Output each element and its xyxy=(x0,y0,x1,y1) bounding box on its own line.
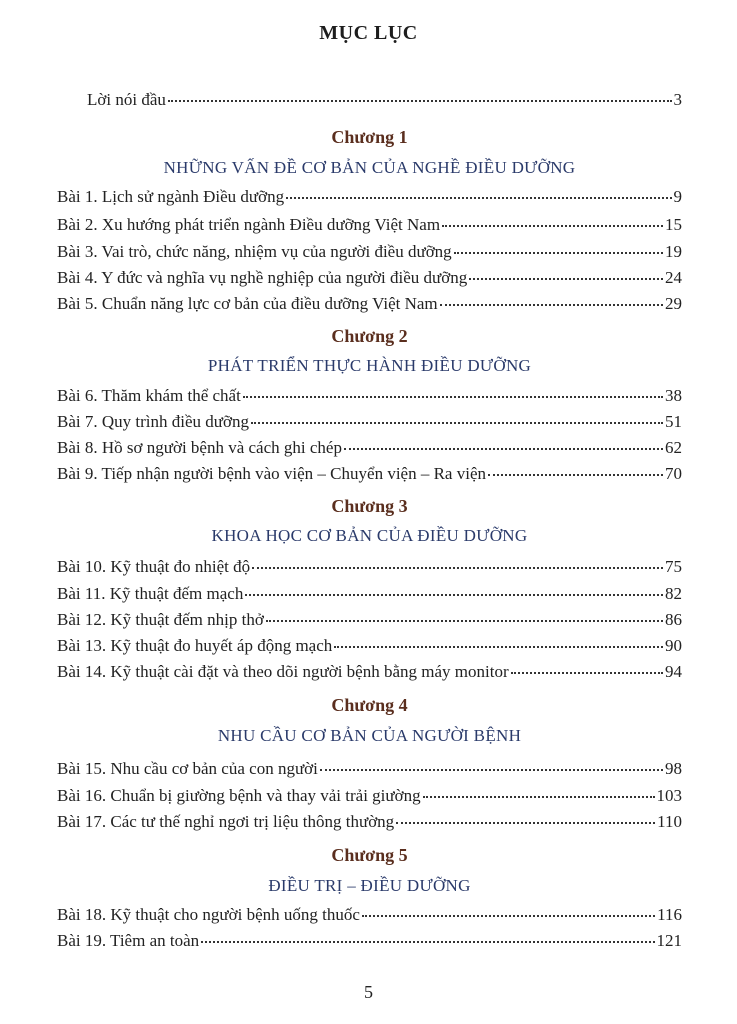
dot-leader xyxy=(454,251,663,254)
entry-page: 3 xyxy=(673,90,682,109)
entry-page: 24 xyxy=(665,268,682,287)
entry-page: 51 xyxy=(665,412,682,431)
entry-page: 110 xyxy=(657,812,682,831)
toc-entry[interactable] xyxy=(57,462,682,486)
entry-page: 75 xyxy=(665,557,682,576)
toc-entry[interactable] xyxy=(57,608,682,632)
entry-label: Bài 12. Kỹ thuật đếm nhịp thở xyxy=(57,610,264,629)
dot-leader xyxy=(266,619,663,622)
dot-leader xyxy=(423,795,655,798)
dot-leader xyxy=(286,196,671,199)
entry-label: Bài 10. Kỹ thuật đo nhiệt độ xyxy=(57,557,251,576)
dot-leader xyxy=(251,421,663,424)
dot-leader xyxy=(243,395,663,398)
dot-leader xyxy=(362,914,655,917)
dot-leader xyxy=(440,303,663,306)
toc-entry[interactable] xyxy=(57,410,682,434)
toc-entry[interactable] xyxy=(57,555,682,579)
chapter-number: Chương 3 xyxy=(331,496,408,516)
entry-page: 103 xyxy=(656,786,682,805)
toc-entry[interactable] xyxy=(57,634,682,658)
entry-page: 90 xyxy=(665,636,682,655)
entry-page: 121 xyxy=(656,931,682,950)
chapter-title: PHÁT TRIỂN THỰC HÀNH ĐIỀU DƯỠNG xyxy=(207,356,532,375)
page-number: 5 xyxy=(364,982,373,1002)
chapter-title: KHOA HỌC CƠ BẢN CỦA ĐIỀU DƯỠNG xyxy=(211,526,528,545)
entry-page: 38 xyxy=(665,386,682,405)
dot-leader xyxy=(344,447,663,450)
chapter-title: NHỮNG VẤN ĐỀ CƠ BẢN CỦA NGHỀ ĐIỀU DƯỠNG xyxy=(163,158,576,177)
dot-leader xyxy=(252,566,663,569)
toc-entry[interactable] xyxy=(57,660,682,684)
entry-label: Bài 17. Các tư thế nghỉ ngơi trị liệu thông thường xyxy=(57,812,395,831)
entry-page: 98 xyxy=(665,759,682,778)
page-title: MỤC LỤC xyxy=(319,22,418,44)
dot-leader xyxy=(201,940,654,943)
entry-label: Bài 7. Quy trình điều dưỡng xyxy=(57,412,249,431)
toc-entry[interactable] xyxy=(57,384,682,408)
entry-label: Bài 3. Vai trò, chức năng, nhiệm vụ của người điều dưỡng xyxy=(57,242,452,261)
entry-label: Bài 18. Kỹ thuật cho người bệnh uống thuốc xyxy=(57,905,360,924)
dot-leader xyxy=(488,473,663,476)
dot-leader xyxy=(442,224,663,227)
entry-page: 116 xyxy=(657,905,682,924)
entry-label: Bài 6. Thăm khám thể chất xyxy=(57,386,241,405)
toc-entry[interactable] xyxy=(57,436,682,460)
chapter-title: NHU CẦU CƠ BẢN CỦA NGƯỜI BỆNH xyxy=(217,726,522,745)
dot-leader xyxy=(245,593,663,596)
chapter-title: ĐIỀU TRỊ – ĐIỀU DƯỠNG xyxy=(268,876,471,895)
entry-page: 62 xyxy=(665,438,682,457)
toc-entry[interactable] xyxy=(57,784,682,808)
entry-label: Bài 8. Hồ sơ người bệnh và cách ghi chép xyxy=(57,438,342,457)
chapter-number: Chương 2 xyxy=(331,326,408,346)
dot-leader xyxy=(334,645,663,648)
entry-page: 29 xyxy=(665,294,682,313)
chapter-number: Chương 5 xyxy=(331,845,408,865)
toc-entry[interactable] xyxy=(57,582,682,606)
entry-label: Bài 2. Xu hướng phát triển ngành Điều dưỡng Việt Nam xyxy=(57,215,441,234)
toc-entry[interactable] xyxy=(57,240,682,264)
dot-leader xyxy=(469,277,663,280)
entry-label: Bài 9. Tiếp nhận người bệnh vào viện – Chuyển viện – Ra viện xyxy=(57,464,486,483)
toc-entry[interactable] xyxy=(57,266,682,290)
toc-entry[interactable] xyxy=(57,213,682,237)
dot-leader xyxy=(168,99,672,102)
entry-label: Bài 16. Chuẩn bị giường bệnh và thay vải trải giường xyxy=(57,786,421,805)
toc-entry-preface[interactable] xyxy=(87,88,682,112)
dot-leader xyxy=(511,671,663,674)
toc-entry[interactable] xyxy=(57,292,682,316)
dot-leader xyxy=(396,821,655,824)
entry-page: 86 xyxy=(665,610,682,629)
entry-page: 82 xyxy=(665,584,682,603)
toc-entry[interactable] xyxy=(57,757,682,781)
dot-leader xyxy=(320,768,663,771)
entry-label: Bài 15. Nhu cầu cơ bản của con người xyxy=(57,759,318,778)
entry-page: 9 xyxy=(673,187,682,206)
toc-entry[interactable] xyxy=(57,810,682,834)
entry-label: Bài 4. Y đức và nghĩa vụ nghề nghiệp của người điều dưỡng xyxy=(57,268,468,287)
toc-entry[interactable] xyxy=(57,929,682,953)
entry-label: Lời nói đầu xyxy=(87,90,166,109)
entry-label: Bài 11. Kỹ thuật đếm mạch xyxy=(57,584,244,603)
chapter-number: Chương 1 xyxy=(331,127,408,147)
entry-label: Bài 5. Chuẩn năng lực cơ bản của điều dưỡng Việt Nam xyxy=(57,294,438,313)
toc-entry[interactable] xyxy=(57,903,682,927)
entry-label: Bài 14. Kỹ thuật cài đặt và theo dõi người bệnh bằng máy monitor xyxy=(57,662,509,681)
entry-page: 19 xyxy=(665,242,682,261)
toc-entry[interactable] xyxy=(57,185,682,209)
entry-page: 94 xyxy=(665,662,682,681)
entry-label: Bài 19. Tiêm an toàn xyxy=(57,931,200,950)
chapter-number: Chương 4 xyxy=(331,695,408,715)
entry-label: Bài 13. Kỹ thuật đo huyết áp động mạch xyxy=(57,636,333,655)
entry-label: Bài 1. Lịch sử ngành Điều dưỡng xyxy=(57,187,285,206)
entry-page: 15 xyxy=(665,215,682,234)
entry-page: 70 xyxy=(665,464,682,483)
